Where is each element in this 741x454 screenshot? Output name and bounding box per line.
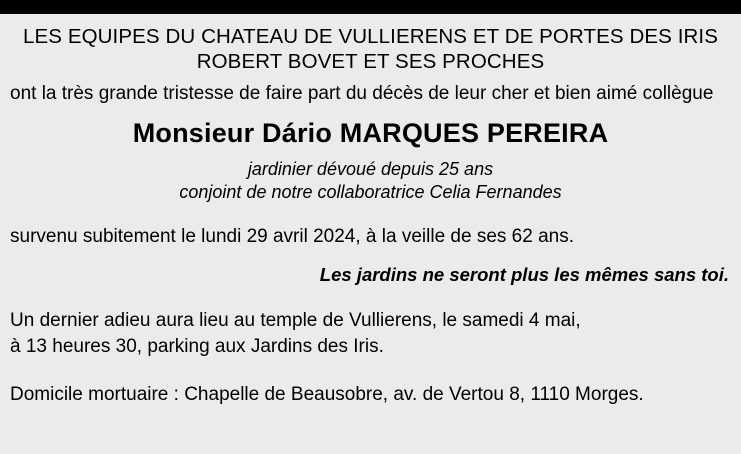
farewell-line-1: Un dernier adieu aura lieu au temple de Vullierens, le samedi 4 mai, [10,310,581,331]
farewell-line-2: à 13 heures 30, parking aux Jardins des Iris. [10,336,384,357]
role-block [10,158,731,204]
organization-line-1: LES EQUIPES DU CHATEAU DE VULLIERENS ET DE PORTES DES IRIS [22,25,718,48]
organizations-block [10,24,731,74]
top-black-bar [0,0,741,14]
lead-paragraph: ont la très grande tristesse de faire part du décès de leur cher et bien aimé collègue [10,83,714,104]
epitaph-text: Les jardins ne seront plus les mêmes sans toi. [319,264,729,285]
role-line-2: conjoint de notre collaboratrice Celia Fernandes [179,182,562,202]
role-line-1: jardinier dévoué depuis 25 ans [247,159,494,179]
death-details: survenu subitement le lundi 29 avril 2024, à la veille de ses 62 ans. [10,226,575,247]
farewell-block [10,308,731,360]
notice-body [0,24,741,406]
organization-line-2: ROBERT BOVET ET SES PROCHES [196,50,545,73]
deceased-name: Monsieur Dário MARQUES PEREIRA [132,118,609,148]
mortuary-address: Domicile mortuaire : Chapelle de Beausobre, av. de Vertou 8, 1110 Morges. [10,384,644,405]
